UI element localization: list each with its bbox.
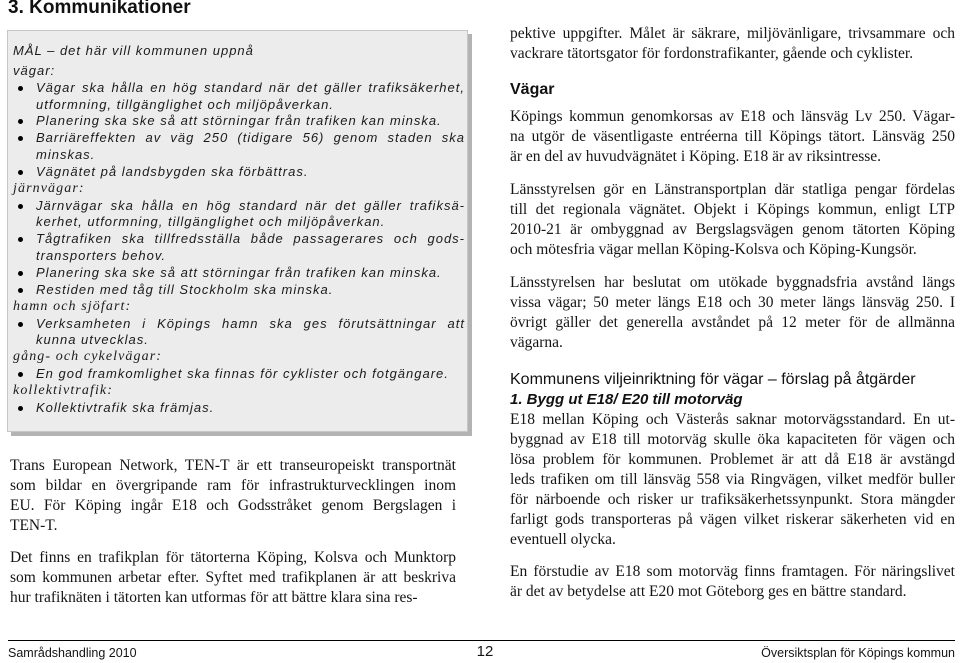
text-line: pektive uppgifter. Målet är säkrare, miljövänligare, trivsammare och [510,25,955,42]
text-line: Kollektivtrafik ska främjas. [36,399,215,415]
text-line: farligt gods transporteras på vägen vilket riskerar säkerheten vid en [510,511,955,528]
bullet-item [8,164,467,181]
bullet-item [8,113,467,130]
paragraph [510,24,955,64]
text-line: lösa problem för kommunen. Problemet är att då E18 är avstängd [510,451,955,468]
bullet-icon [18,136,23,141]
text-line: byggnad av E18 till motorväg skulle öka kapaciteten för vägen och [510,431,955,448]
text-line: EU. För Köping ingår E18 och Godsstråket genom Bergslagen i [10,497,456,514]
bullet-icon [18,372,23,377]
text-line: Länsstyrelsen har beslutat om utökade byggnadsfria avstånd längs [510,274,955,291]
text-line: kerhet, utformning, tillgänglighet och miljöpåverkan. [36,214,386,230]
text-line: är det av betydelse att E20 mot Göteborg ges en bättre standard. [510,583,907,600]
bullet-item [8,198,467,232]
bullet-item [8,366,467,383]
text-line: Det finns en trafikplan för tätorterna Köping, Kolsva och Munktorp [10,549,456,566]
text-line: 2010-21 är ombyggnad av Bergslagsvägen genom tätorten Köping [510,221,955,238]
paragraph [510,107,955,167]
paragraph [510,273,955,353]
text-line: leds trafiken om till länsväg 558 via Ringvägen, vilket medför buller [510,471,955,488]
text-line: Barriäreffekten av väg 250 (tidigare 56) genom staden ska [36,130,465,146]
text-line: eventuell olycka. [510,531,616,548]
text-line: är en del av huvudvägnätet i Köping. E18 är av riksintresse. [510,148,882,165]
text-line: och mötesfria vägar mellan Köping-Kolsva och Köping-Kungsör. [510,241,917,258]
bullet-item [8,265,467,282]
text-line: Planering ska ske så att störningar från trafiken kan minska. [36,264,442,280]
bullet-item [8,316,467,350]
text-line: na utgör de väsentligaste entréerna till Köpings tätort. Länsväg 250 [510,128,955,145]
text-line: vackrare tätortsgator för fordonstrafikanter, gående och cyklister. [510,45,914,62]
text-line: E18 mellan Köping och Västerås saknar motorvägsstandard. En ut- [510,411,955,428]
bullet-item [8,231,467,265]
text-line: som kommunen arbetar efter. Syftet med trafikplanen är att beskriva [10,569,456,586]
text-line: vissa vägar; 50 meter längs E18 och 30 meter längs länsväg 250. I [510,294,955,311]
page-heading: 3. Kommunikationer [8,0,191,18]
text-line: Vägar ska hålla en hög standard när det gäller trafiksäkerhet, [36,79,465,95]
text-line: TEN-T. [10,517,58,534]
paragraph [10,548,456,608]
bullet-item [8,400,467,417]
text-line: Restiden med tåg till Stockholm ska minska. [36,281,334,297]
bullet-icon [18,170,23,175]
section-heading-measures: Kommunens viljeinriktning för vägar – förslag på åtgärder [510,371,916,388]
text-line: Länsstyrelsen gör en Länstransportplan där statliga pengar fördelas [510,181,955,198]
text-line: Planering ska ske så att störningar från trafiken kan minska. [36,113,442,129]
bullet-icon [18,86,23,91]
bullet-item [8,80,467,114]
text-line: transporters behov. [36,248,167,264]
text-line: som bildar en övergripande ram för infrastrukturvecklingen inom [10,477,456,494]
footer-document-name: Samrådshandling 2010 [8,646,137,660]
text-line: En förstudie av E18 som motorväg finns framtagen. För näringslivet [510,563,955,580]
goal-box [7,30,468,432]
section-label-public-transport: kollektivtrafik: [13,382,114,398]
text-line: övrigt gäller det generella avståndet på 12 meter för de allmänna [510,314,955,331]
text-line: vägarna. [510,334,563,351]
bullet-icon [18,271,23,276]
text-line: Vägnätet på landsbygden ska förbättras. [36,163,309,179]
paragraph [10,456,456,536]
text-line: hur trafiknäten i tätorten kan utformas för att bättre klara sina res- [10,589,418,606]
text-line: En god framkomlighet ska finnas för cyklister och fotgängare. [36,366,449,382]
section-label-harbour: hamn och sjöfart: [13,298,132,314]
section-heading-roads: Vägar [510,81,555,98]
text-line: Tågtrafiken ska tillfredsställa både passagerares och gods- [36,231,465,247]
section-label-walking-cycling: gång- och cykelvägar: [13,349,163,365]
paragraph [510,410,955,550]
section-label-roads: vägar: [13,62,56,78]
bullet-icon [18,119,23,124]
text-line: till det regionala vägnätet. Objekt i Köpings kommun, enligt LTP [510,201,955,218]
page-number: 12 [476,643,494,660]
text-line: kunna utvecklas. [36,332,149,348]
measure-heading: 1. Bygg ut E18/ E20 till motorväg [510,391,743,408]
paragraph [510,562,955,602]
right-column-text [510,24,955,602]
bullet-icon [18,237,23,242]
text-line: för närboende och risker ur trafiksäkerhetssynpunkt. Stora mängder [510,491,955,508]
bullet-item [8,130,467,164]
section-label-railways: järnvägar: [13,180,85,196]
bullet-item [8,282,467,299]
bullet-icon [18,322,23,327]
left-column-text [10,456,456,608]
text-line: minskas. [36,147,96,163]
paragraph [510,180,955,260]
bullet-icon [18,406,23,411]
text-line: Järnvägar ska hålla en hög standard när det gäller trafiksä- [36,197,465,213]
text-line: utformning, tillgänglighet och miljöpåverkan. [36,96,334,112]
text-line: Köpings kommun genomkorsas av E18 och länsväg Lv 250. Vägar- [510,108,955,125]
footer-plan-name: Översiktsplan för Köpings kommun [761,646,955,660]
text-line: Trans European Network, TEN-T är ett transeuropeiskt transportnät [10,457,456,474]
bullet-icon [18,288,23,293]
text-line: Verksamheten i Köpings hamn ska ges förutsättningar att [36,315,465,331]
footer-divider [8,640,955,641]
bullet-icon [18,204,23,209]
goal-box-title: MÅL – det här vill kommunen uppnå [13,43,254,58]
